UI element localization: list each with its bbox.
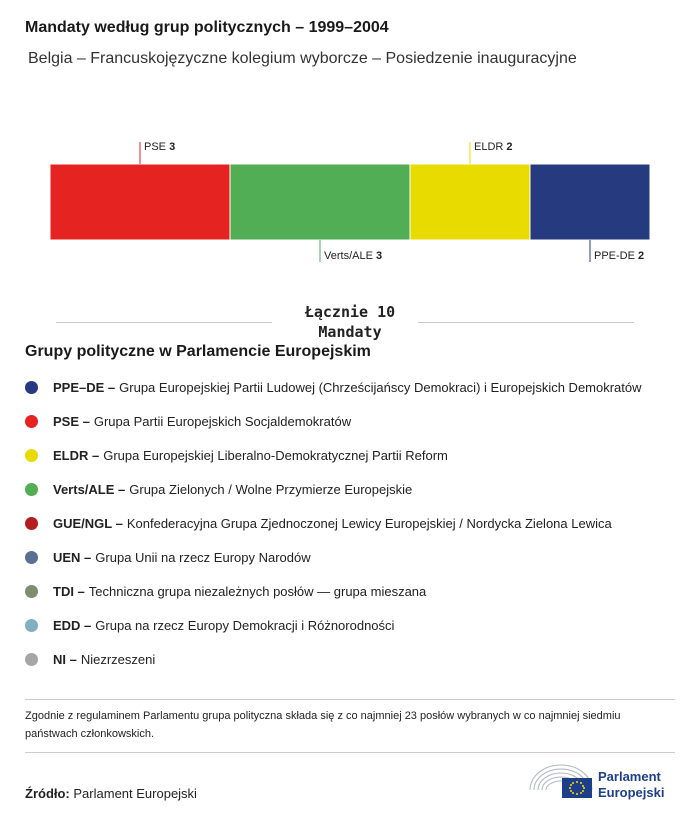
legend-text: Grupa Partii Europejskich Socjaldemokratów [93,413,352,429]
segment-label-pse: PSE 3 [144,141,176,153]
legend-abbr: Verts/ALE – [53,481,126,497]
legend-item-verts-ale [25,472,642,506]
bar-segment-ppe-de [530,164,650,240]
legend-text: Grupa Europejskiej Liberalno-Demokratycznej Partii Reform [103,447,448,463]
legend-abbr: PPE–DE – [53,379,116,395]
segment-label-verts-ale: Verts/ALE 3 [324,250,383,262]
legend-item-uen [25,540,642,574]
footnote-divider-bottom [25,752,675,753]
legend-text: Techniczna grupa niezależnych posłów — grupa mieszana [88,583,427,599]
total-seats-count: Łącznie 10 [304,303,396,321]
legend-text: Grupa Zielonych / Wolne Przymierze Europejskie [129,481,413,497]
seat-distribution-chart [0,130,700,270]
page-subtitle: Belgia – Francuskojęzyczne kolegium wyborcze – Posiedzenie inauguracyjne [28,50,577,67]
legend-item-ni [25,642,642,676]
legend-abbr: PSE – [53,413,90,429]
legend-abbr: GUE/NGL – [53,515,123,531]
european-parliament-logo [528,760,678,802]
legend-text: Grupa Unii na rzecz Europy Narodów [95,549,311,565]
total-divider-right [418,322,634,323]
legend-heading: Grupy polityczne w Parlamencie Europejskim [25,343,371,360]
legend-dot [25,585,38,598]
logo-text [598,769,664,801]
footnote: Zgodnie z regulaminem Parlamentu grupa polityczna składa się z co najmniej 23 posłów wybranych w co najmniej siedmiu państwach członkowskich. [25,710,621,740]
legend-dot [25,449,38,462]
legend-text: Grupa Europejskiej Partii Ludowej (Chrześcijańscy Demokraci) i Europejskich Demokratów [119,379,642,395]
source-note [25,786,197,801]
logo-line-2: Europejski [598,785,665,800]
legend-dot [25,653,38,666]
legend-abbr: UEN – [53,549,92,565]
legend-item-gue-ngl [25,506,642,540]
legend-item-edd [25,608,642,642]
bar-segment-eldr [410,164,530,240]
bar-segment-pse [50,164,230,240]
source-label: Źródło: [25,786,70,801]
legend-item-ppe-de [25,370,642,404]
legend-abbr: NI – [53,651,77,667]
legend-abbr: ELDR – [53,447,100,463]
segment-label-eldr: ELDR 2 [474,141,513,153]
hemicycle-flag-icon [528,760,594,802]
legend-abbr: EDD – [53,617,92,633]
legend-item-eldr [25,438,642,472]
legend-text: Konfederacyjna Grupa Zjednoczonej Lewicy Europejskiej / Nordycka Zielona Lewica [126,515,612,531]
bar-segment-verts-ale [230,164,410,240]
legend-item-pse [25,404,642,438]
legend-abbr: TDI – [53,583,85,599]
source-value: Parlament Europejski [73,786,197,801]
legend-list [25,370,642,676]
total-seats-label: Mandaty [318,323,382,341]
legend-dot [25,381,38,394]
legend-dot [25,517,38,530]
logo-line-1: Parlament [598,769,661,784]
legend-dot [25,551,38,564]
total-seats [270,302,430,342]
legend-text: Grupa na rzecz Europy Demokracji i Różnorodności [95,617,395,633]
legend-dot [25,619,38,632]
legend-text: Niezrzeszeni [80,651,156,667]
legend-dot [25,483,38,496]
segment-label-ppe-de: PPE-DE 2 [594,250,645,262]
footnote-divider-top [25,699,675,700]
legend-item-tdi [25,574,642,608]
total-divider-left [56,322,272,323]
page-title: Mandaty według grup politycznych – 1999–2004 [25,19,389,36]
legend-dot [25,415,38,428]
